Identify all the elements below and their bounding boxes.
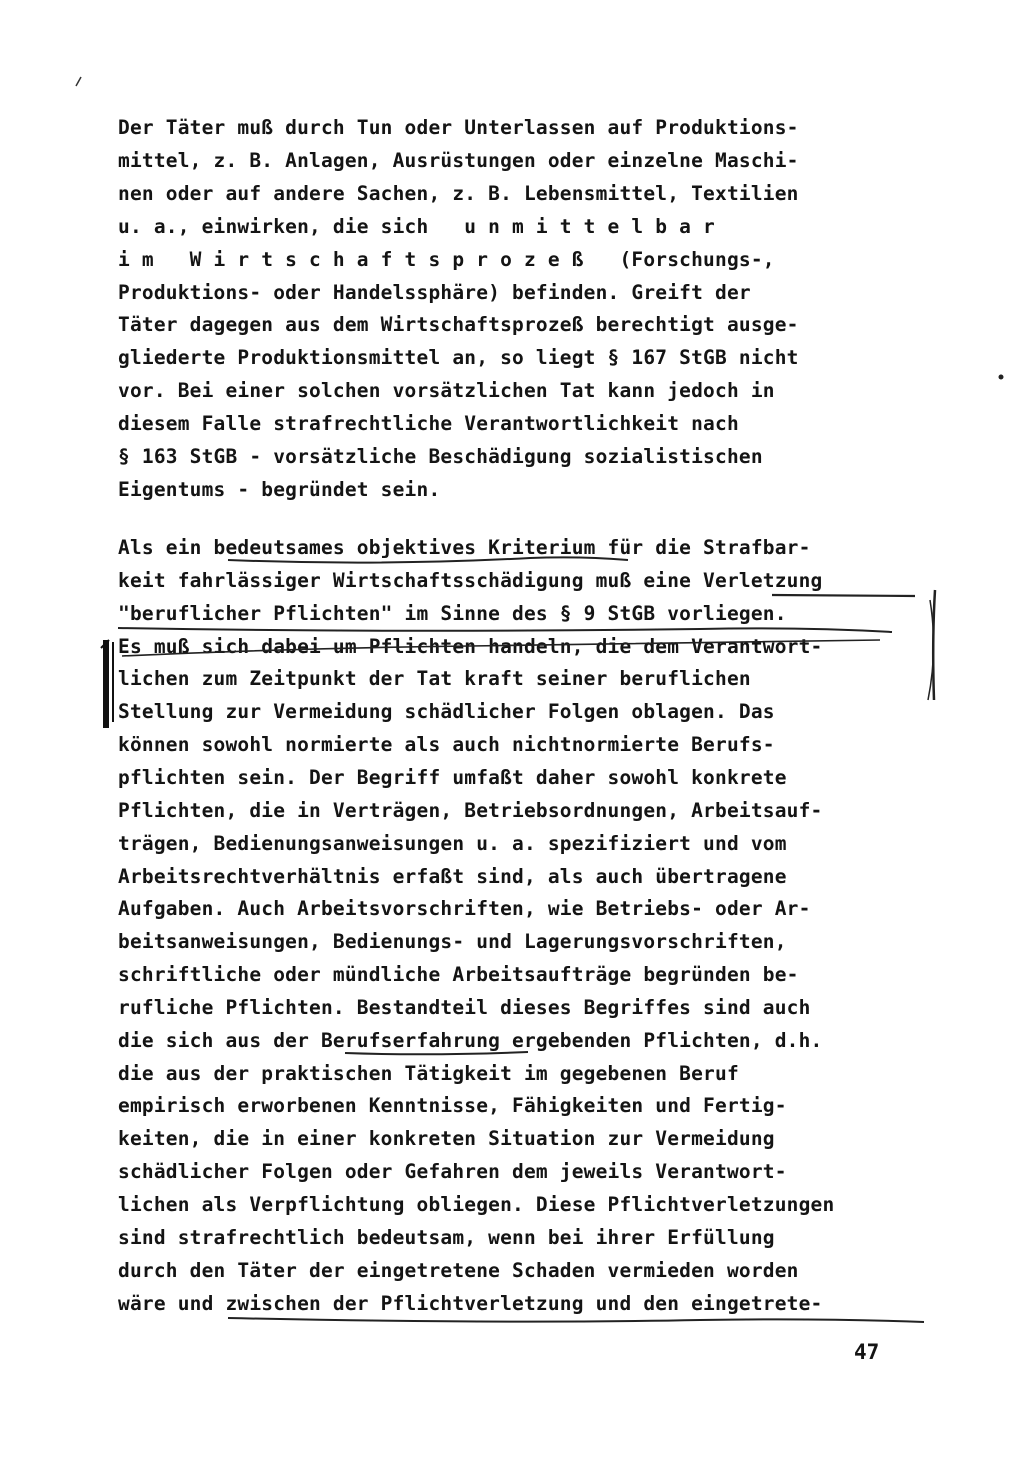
- paragraph-2-line: sind strafrechtlich bedeutsam, wenn bei ihrer Erfüllung: [118, 1225, 775, 1249]
- paragraph-1-line: Täter dagegen aus dem Wirtschaftsprozeß berechtigt ausge-: [118, 313, 799, 337]
- paragraph-1-line: i m W i r t s c h a f t s p r o z e ß (Forschungs-,: [118, 247, 775, 271]
- paragraph-2-line: trägen, Bedienungsanweisungen u. a. spezifiziert und vom: [118, 831, 787, 855]
- paragraph-2-line: "beruflicher Pflichten" im Sinne des § 9 StGB vorliegen.: [118, 601, 787, 625]
- paragraph-1-line: u. a., einwirken, die sich u n m i t t e l b a r: [118, 214, 715, 238]
- paragraph-2-line: die sich aus der Berufserfahrung ergebenden Pflichten, d.h.: [118, 1028, 823, 1052]
- strike-line: [122, 640, 880, 656]
- paragraph-2-line: die aus der praktischen Tätigkeit im gegebenen Beruf: [118, 1061, 739, 1085]
- paragraph-2-line: beitsanweisungen, Bedienungs- und Lagerungsvorschriften,: [118, 930, 787, 954]
- underline-kriterium: [228, 557, 628, 562]
- paragraph-2-line: Aufgaben. Auch Arbeitsvorschriften, wie Betriebs- oder Ar-: [118, 897, 811, 921]
- paragraph-2-line: pflichten sein. Der Begriff umfaßt daher sowohl konkrete: [118, 765, 787, 789]
- paragraph-2-line: wäre und zwischen der Pflichtverletzung und den eingetrete-: [118, 1291, 823, 1315]
- underline-berufliche-pflichten: [118, 628, 892, 632]
- paragraph-2-line: lichen zum Zeitpunkt der Tat kraft seiner beruflichen: [118, 667, 751, 691]
- paragraph-1-line: mittel, z. B. Anlagen, Ausrüstungen oder einzelne Maschi-: [118, 148, 799, 172]
- paragraph-2-line: Als ein bedeutsames objektives Kriterium für die Strafbar-: [118, 536, 811, 559]
- underline-berufserfahrung: [345, 1052, 528, 1054]
- paragraph-2-line: keiten, die in einer konkreten Situation zur Vermeidung: [118, 1127, 775, 1151]
- paragraph-2-line: Stellung zur Vermeidung schädlicher Folgen oblagen. Das: [118, 700, 775, 724]
- paragraph-2-line: Es muß sich dabei um Pflichten handeln, die dem Verantwort-: [118, 634, 823, 658]
- paragraph-2-line: empirisch erworbenen Kenntnisse, Fähigkeiten und Fertig-: [118, 1094, 787, 1118]
- paragraph-1-line: diesem Falle strafrechtliche Verantwortlichkeit nach: [118, 412, 739, 436]
- paragraph-1-line: Produktions- oder Handelssphäre) befinden. Greift der: [118, 280, 751, 304]
- pen-tick-mark: [76, 77, 81, 86]
- paragraph-1-line: gliederte Produktionsmittel an, so liegt § 167 StGB nicht: [118, 346, 799, 370]
- paragraph-2-line: rufliche Pflichten. Bestandteil dieses Begriffes sind auch: [118, 995, 811, 1019]
- paragraph-2-line: durch den Täter der eingetretene Schaden vermieden worden: [118, 1258, 799, 1282]
- underline-verletzung: [772, 595, 915, 596]
- paragraph-2-line: können sowohl normierte als auch nichtnormierte Berufs-: [118, 733, 775, 757]
- bottom-underline: [228, 1318, 924, 1322]
- paragraph-1-line: vor. Bei einer solchen vorsätzlichen Tat kann jedoch in: [118, 379, 775, 403]
- paragraph-1-line: Eigentums - begründet sein.: [118, 477, 441, 501]
- ink-dot: [999, 375, 1004, 380]
- paragraph-2-line: schriftliche oder mündliche Arbeitsaufträge begründen be-: [118, 963, 799, 987]
- paragraph-2-line: Pflichten, die in Verträgen, Betriebsordnungen, Arbeitsauf-: [118, 798, 823, 822]
- paragraph-2-line: keit fahrlässiger Wirtschaftsschädigung muß eine Verletzung: [118, 568, 823, 592]
- paragraph-2-line: Arbeitsrechtverhältnis erfaßt sind, als auch übertragene: [118, 864, 787, 888]
- paragraph-2-line: schädlicher Folgen oder Gefahren dem jeweils Verantwort-: [118, 1160, 787, 1184]
- paragraph-1-line: § 163 StGB - vorsätzliche Beschädigung sozialistischen: [118, 445, 763, 468]
- page-number: 47: [854, 1340, 880, 1364]
- paragraph-1-line: Der Täter muß durch Tun oder Unterlassen auf Produktions-: [118, 116, 799, 139]
- paragraph-2-line: lichen als Verpflichtung obliegen. Diese Pflichtverletzungen: [118, 1193, 835, 1216]
- paragraph-1-line: nen oder auf andere Sachen, z. B. Lebensmittel, Textilien: [118, 181, 799, 205]
